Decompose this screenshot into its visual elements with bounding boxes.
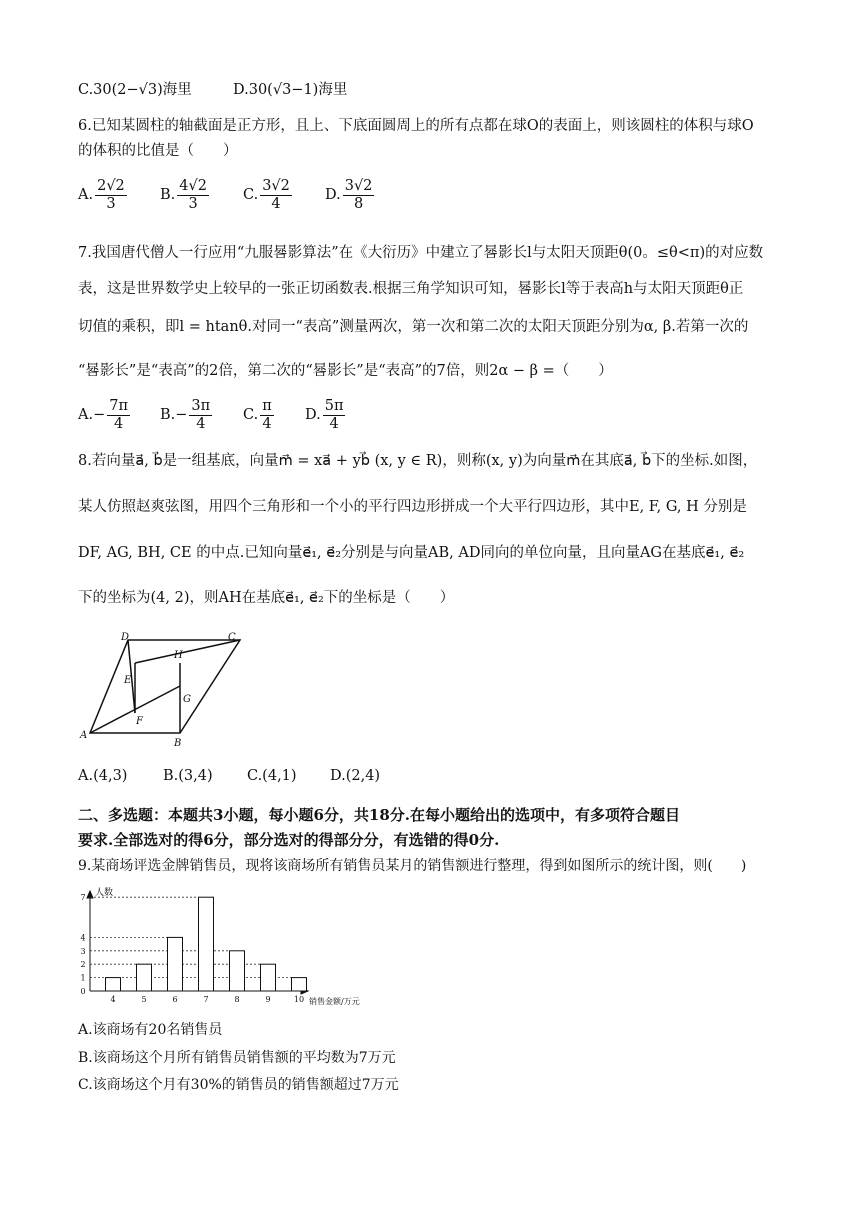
x-axis-title: 销售金额/万元 bbox=[309, 997, 360, 1006]
q7-option-c-label: C. bbox=[243, 407, 259, 424]
q7-option-b-label: B.− bbox=[160, 407, 188, 424]
figure-label-d: D bbox=[121, 632, 130, 643]
x-tick-label-6: 6 bbox=[172, 995, 178, 1004]
x-tick-label-8: 8 bbox=[234, 995, 240, 1004]
bar-10 bbox=[292, 978, 307, 991]
q7-option-d-num: 5π bbox=[324, 398, 344, 414]
q6-option-a bbox=[78, 178, 129, 212]
q6-option-a-label: A. bbox=[78, 187, 94, 204]
q6-option-d-num: 3√2 bbox=[344, 178, 373, 194]
figure-label-c: C bbox=[228, 632, 236, 643]
section-2-heading-line-1: 二、多选题：本题共3小题，每小题6分，共18分.在每小题给出的选项中，有多项符合题目 bbox=[78, 806, 680, 824]
q6-option-c-label: C. bbox=[243, 187, 259, 204]
q6-option-c-den: 4 bbox=[271, 195, 281, 212]
q6-option-b-num: 4√2 bbox=[179, 178, 207, 194]
y-axis-title: 人数 bbox=[95, 888, 114, 898]
q7-line-3: 切值的乘积，即l = htanθ.对同一“表高”测量两次，第一次和第二次的太阳天顶距分别为α, β.若第一次的 bbox=[78, 319, 749, 335]
bar-6 bbox=[168, 937, 183, 991]
q8-option-a: A.(4,3) bbox=[78, 768, 128, 784]
q5-option-c: C.30(2−√3)海里 bbox=[78, 82, 192, 98]
q8-option-b: B.(3,4) bbox=[163, 768, 213, 784]
q9-line-1: 9.某商场评选金牌销售员，现将该商场所有销售员某月的销售额进行整理，得到如图所示的统计图，则( ) bbox=[78, 858, 747, 874]
x-tick-label-9: 9 bbox=[265, 995, 271, 1004]
q7-option-c bbox=[243, 398, 276, 432]
q6-option-d bbox=[325, 178, 376, 212]
q9-option-c: C.该商场这个月有30%的销售员的销售额超过7万元 bbox=[78, 1077, 399, 1093]
figure-label-g: G bbox=[183, 694, 191, 705]
figure-label-b: B bbox=[174, 738, 182, 749]
y-tick-label-2: 2 bbox=[80, 960, 86, 970]
q6-option-a-den: 3 bbox=[106, 195, 116, 212]
q5-option-d: D.30(√3−1)海里 bbox=[233, 82, 348, 98]
q8-line-1: 8.若向量a⃗, b⃗是一组基底，向量m⃗ = xa⃗ + yb⃗ (x, y ∈ R)，则称(x, y)为向量m⃗在其底a⃗, b⃗下的坐标.如图， bbox=[78, 453, 758, 469]
figure-label-e: E bbox=[124, 675, 132, 686]
q6-line-2: 的体积的比值是（ ） bbox=[78, 143, 238, 159]
q8-line-3: DF, AG, BH, CE 的中点.已知向量e⃗₁, e⃗₂分别是与向量AB, AD同向的单位向量，且向量AG在基底e⃗₁, e⃗₂ bbox=[78, 545, 745, 561]
bar-9 bbox=[261, 964, 276, 991]
x-tick-label-5: 5 bbox=[141, 995, 147, 1004]
q8-option-d: D.(2,4) bbox=[330, 768, 381, 784]
q6-option-b bbox=[160, 178, 211, 212]
figure-label-a: A bbox=[80, 730, 88, 741]
q8-line-4: 下的坐标为(4, 2)，则AH在基底e⃗₁, e⃗₂下的坐标是（ ） bbox=[78, 590, 455, 606]
x-tick-label-7: 7 bbox=[203, 995, 209, 1004]
y-tick-label-1: 1 bbox=[80, 973, 86, 983]
q7-option-c-num: π bbox=[262, 398, 272, 414]
q6-option-b-label: B. bbox=[160, 187, 176, 204]
q7-option-b bbox=[160, 398, 214, 432]
q6-option-c bbox=[243, 178, 294, 212]
q7-line-4: “晷影长”是“表高”的2倍，第二次的“晷影长”是“表高”的7倍，则2α − β =（ ） bbox=[78, 363, 613, 379]
q6-option-b-den: 3 bbox=[188, 195, 198, 212]
y-tick-label-3: 3 bbox=[80, 946, 86, 956]
x-tick-label-10: 10 bbox=[293, 995, 305, 1004]
figure-label-h: H bbox=[174, 650, 183, 661]
section-2-heading-line-2: 要求.全部选对的得6分，部分选对的得部分分，有选错的得0分. bbox=[78, 831, 500, 849]
q7-option-b-num: 3π bbox=[191, 398, 211, 414]
bar-4 bbox=[106, 978, 121, 991]
q6-option-d-den: 8 bbox=[353, 195, 364, 212]
bar-5 bbox=[137, 964, 152, 991]
q7-line-2: 表，这是世界数学史上较早的一张正切函数表.根据三角学知识可知，晷影长l等于表高h与太阳天顶距θ正 bbox=[78, 281, 744, 297]
q7-option-c-den: 4 bbox=[262, 415, 272, 432]
y-tick-label-4: 4 bbox=[80, 933, 86, 943]
sales-chart bbox=[78, 883, 388, 1013]
bar-8 bbox=[230, 951, 245, 991]
q7-option-d-label: D. bbox=[305, 407, 321, 424]
q7-option-a-den: 4 bbox=[114, 415, 124, 432]
q8-option-c: C.(4,1) bbox=[247, 768, 297, 784]
parallelogram-figure bbox=[78, 628, 258, 753]
figure-label-f: F bbox=[136, 716, 143, 727]
q9-option-a: A.该商场有20名销售员 bbox=[78, 1022, 223, 1038]
q7-option-b-den: 4 bbox=[196, 415, 206, 432]
q6-option-a-num: 2√2 bbox=[97, 178, 125, 194]
segment-c-e bbox=[135, 640, 240, 663]
q8-line-2: 某人仿照赵爽弦图，用四个三角形和一个小的平行四边形拼成一个大平行四边形，其中E, F, G, H 分别是 bbox=[78, 499, 747, 515]
q6-option-d-label: D. bbox=[325, 187, 341, 204]
q9-option-b: B.该商场这个月所有销售员销售额的平均数为7万元 bbox=[78, 1050, 396, 1066]
y-tick-label-0: 0 bbox=[80, 987, 86, 996]
outer-parallelogram bbox=[90, 640, 240, 733]
x-tick-label-4: 4 bbox=[110, 995, 116, 1004]
q6-line-1: 6.已知某圆柱的轴截面是正方形，且上、下底面圆周上的所有点都在球O的表面上，则该圆柱的体积与球O bbox=[78, 118, 754, 134]
q7-option-a-label: A.− bbox=[78, 407, 106, 424]
q7-option-a bbox=[78, 398, 132, 432]
q7-line-1: 7.我国唐代僧人一行应用“九服晷影算法”在《大衍历》中建立了晷影长l与太阳天顶距θ(0。≤θ<π)的对应数 bbox=[78, 245, 764, 261]
q7-option-d bbox=[305, 398, 347, 432]
y-tick-label-7: 7 bbox=[80, 893, 86, 903]
q7-option-a-num: 7π bbox=[109, 398, 128, 414]
bar-7 bbox=[199, 897, 214, 991]
q7-option-d-den: 4 bbox=[329, 415, 339, 432]
q6-option-c-num: 3√2 bbox=[262, 178, 290, 194]
